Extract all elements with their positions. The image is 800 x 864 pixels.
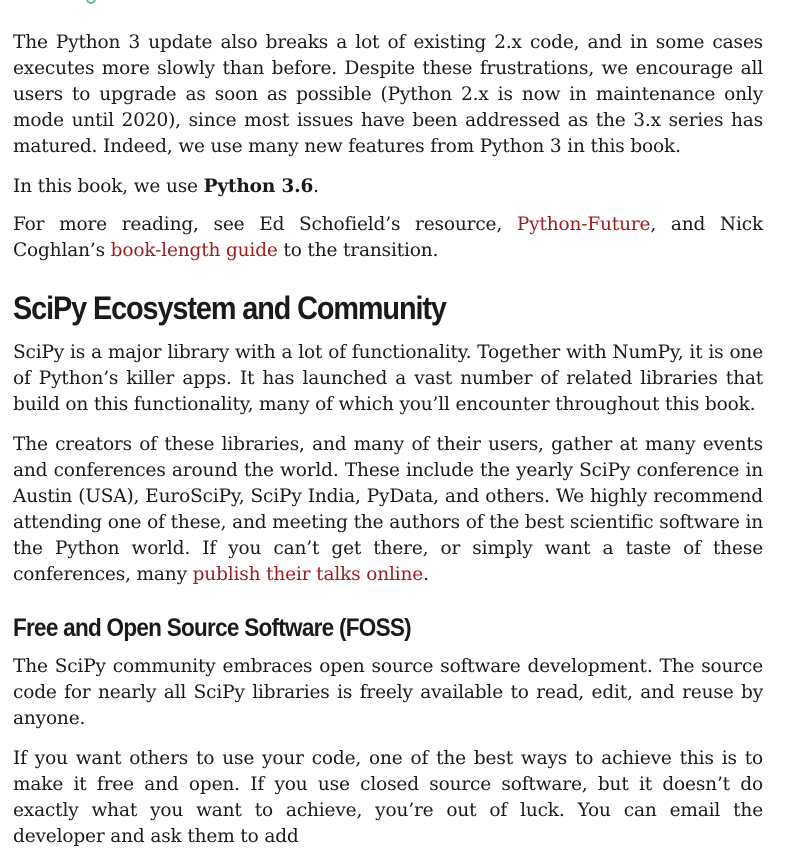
reading-prefix: For more reading, see Ed Schofield’s resource, xyxy=(13,214,517,235)
reading-suffix: to the transition. xyxy=(277,240,439,261)
python3-update-text: The Python 3 update also breaks a lot of existing 2.x code, and in some cases executes more slowly than before. Despite these frustrations, we encourage all users to upgrade as soon as possible (Python 2.x is now in maintenance only mode until 2020), since most issues have been addressed as the 3.x series has matured. Indeed, we use many new features from Python 3 in this book. xyxy=(13,32,763,157)
scipy-ecosystem-heading: SciPy Ecosystem and Community xyxy=(13,290,446,326)
scipy-conferences-paragraph xyxy=(13,432,763,588)
reading-middle: , and Nick Coghlan’s xyxy=(13,214,764,261)
conferences-suffix: . xyxy=(423,564,429,585)
version-suffix: . xyxy=(313,176,319,197)
python-version-paragraph xyxy=(13,174,763,200)
foss-code-text: If you want others to use your code, one of the best ways to achieve this is to make it free and open. If you use closed source software, but it doesn’t do exactly what you want to achieve, you’re out of luck. You can email the developer and ask them to add xyxy=(13,748,763,847)
version-prefix: In this book, we use xyxy=(13,176,204,197)
book-length-guide-link[interactable]: book-length guide xyxy=(110,240,278,261)
foss-community-text: The SciPy community embraces open source software development. The source code for nearly all SciPy libraries is freely available to read, edit, and reuse by anyone. xyxy=(13,656,763,729)
foss-heading: Free and Open Source Software (FOSS) xyxy=(13,614,411,642)
scipy-library-paragraph xyxy=(13,340,763,418)
publish-talks-online-link[interactable]: publish their talks online xyxy=(192,564,424,585)
further-reading-paragraph xyxy=(13,212,763,264)
scipy-library-text: SciPy is a major library with a lot of functionality. Together with NumPy, it is one of Python’s killer apps. It has launched a vast number of related libraries that build on this functionality, many of which you’ll encounter throughout this book. xyxy=(13,342,763,415)
python3-update-paragraph xyxy=(13,30,763,160)
foss-community-paragraph xyxy=(13,654,763,732)
decorative-mark-icon xyxy=(86,0,96,4)
python-version: Python 3.6 xyxy=(203,176,314,197)
document-content xyxy=(13,30,763,864)
scipy-conferences-text: The creators of these libraries, and many of their users, gather at many events and conferences around the world. These include the yearly SciPy conference in Austin (USA), EuroSciPy, SciPy India, PyData, and others. We highly recommend attending one of these, and meeting the authors of the best scientific software in the Python world. If you can’t get there, or simply want a taste of these conferences, many xyxy=(13,434,763,585)
python-future-link[interactable]: Python-Future xyxy=(516,214,651,235)
foss-code-paragraph xyxy=(13,746,763,850)
